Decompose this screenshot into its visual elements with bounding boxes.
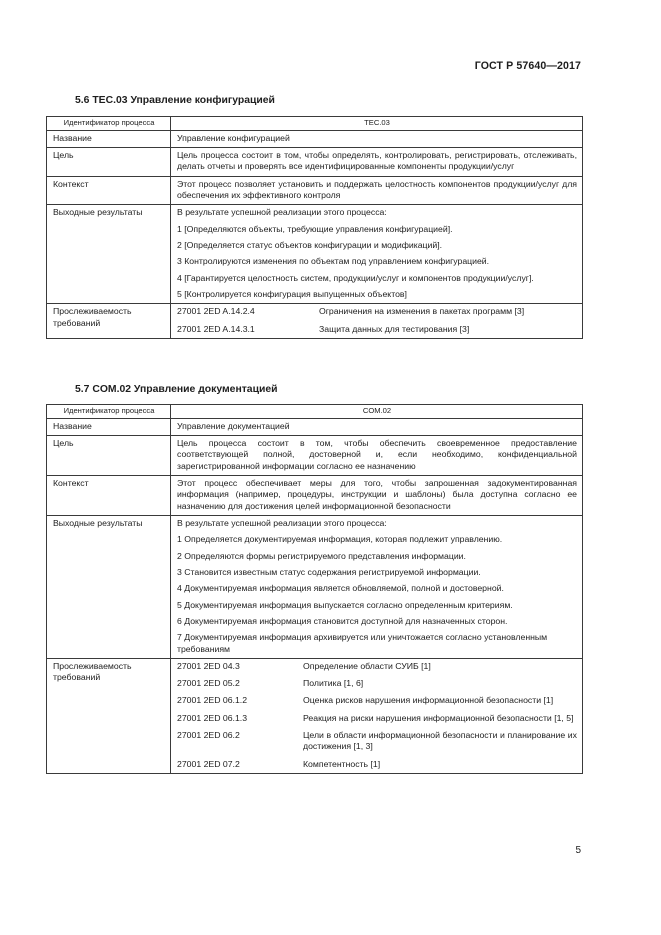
trace-row <box>47 658 583 773</box>
trace-item <box>177 661 577 672</box>
output-item: 7 Документируемая информация архивируется или уничтожается согласно установленным требованиям <box>177 632 548 654</box>
trace-list <box>171 658 583 773</box>
trace-list <box>171 304 583 339</box>
goal-label: Цель <box>47 436 171 476</box>
trace-item <box>177 306 577 317</box>
goal-label: Цель <box>47 148 171 177</box>
goal-row <box>47 436 583 476</box>
trace-label: Прослеживаемость требований <box>47 658 171 773</box>
output-item: 6 Документируемая информация становится доступной для назначенных сторон. <box>177 615 508 626</box>
output-item: 5 [Контролируется конфигурация выпущенных объектов] <box>177 288 407 299</box>
name-row <box>47 418 583 435</box>
trace-item <box>177 678 577 689</box>
trace-text: Определение области СУИБ [1] <box>303 660 431 671</box>
outputs-row <box>47 205 583 304</box>
standard-designation: ГОСТ Р 57640—2017 <box>474 60 581 72</box>
output-item: 4 Документируемая информация является обновляемой, полной и достоверной. <box>177 583 504 594</box>
trace-text: Реакция на риски нарушения информационной безопасности [1, 5] <box>303 712 574 723</box>
output-item: 3 Становится известным статус содержания регистрируемой информации. <box>177 566 481 577</box>
page-number: 5 <box>575 845 581 856</box>
context-label: Контекст <box>47 476 171 516</box>
trace-ref: 27001 2ED 07.2 <box>177 758 240 769</box>
output-item: 1 [Определяются объекты, требующие управления конфигурацией]. <box>177 223 453 234</box>
id-label: Идентификатор процесса <box>47 117 171 131</box>
context-value: Этот процесс обеспечивает меры для того, чтобы запрошенная задокументированная информация (например, процедуры, инструкции и шаблоны) была доступна согласно ее назначению для достижения целей информационной безопасности <box>171 476 583 516</box>
outputs-label: Выходные результаты <box>47 516 171 659</box>
trace-ref: 27001 2ED A.14.3.1 <box>177 323 255 334</box>
output-item: 1 Определяется документируемая информация, которая подлежит управлению. <box>177 534 503 545</box>
trace-ref: 27001 2ED 06.1.3 <box>177 712 248 723</box>
outputs-intro: В результате успешной реализации этого процесса: <box>177 207 387 218</box>
name-value: Управление конфигурацией <box>171 130 583 147</box>
outputs-row <box>47 516 583 659</box>
trace-item <box>177 713 577 724</box>
id-row <box>47 405 583 419</box>
trace-ref: 27001 2ED A.14.2.4 <box>177 306 255 317</box>
outputs-list <box>171 205 583 304</box>
outputs-intro: В результате успешной реализации этого процесса: <box>177 518 387 529</box>
trace-text: Цели в области информационной безопасности и планирование их достижения [1, 3] <box>303 730 577 752</box>
context-row <box>47 176 583 205</box>
output-item: 4 [Гарантируется целостность систем, продукции/услуг и компонентов продукции/услуг]. <box>177 272 534 283</box>
goal-row <box>47 148 583 177</box>
goal-value: Цель процесса состоит в том, чтобы определять, контролировать, регистрировать, отслеживать, делать отчеты и проверять все идентифицированные компоненты продукции/услуг <box>171 148 583 177</box>
name-row <box>47 130 583 147</box>
output-item: 2 Определяются формы регистрируемого представления информации. <box>177 550 466 561</box>
trace-item <box>177 324 577 335</box>
trace-text: Защита данных для тестирования [3] <box>319 323 470 334</box>
id-value: TEC.03 <box>171 117 583 131</box>
trace-label: Прослеживаемость требований <box>47 304 171 339</box>
trace-ref: 27001 2ED 05.2 <box>177 678 240 689</box>
trace-ref: 27001 2ED 04.3 <box>177 660 240 671</box>
outputs-label: Выходные результаты <box>47 205 171 304</box>
trace-ref: 27001 2ED 06.1.2 <box>177 695 248 706</box>
output-item: 3 Контролируются изменения по объектам под управлением конфигурацией. <box>177 256 490 267</box>
section-heading-com02: 5.7 COM.02 Управление документацией <box>75 384 278 395</box>
id-row <box>47 117 583 131</box>
id-label: Идентификатор процесса <box>47 405 171 419</box>
context-row <box>47 476 583 516</box>
name-label: Название <box>47 130 171 147</box>
process-table-tec03 <box>46 116 583 339</box>
trace-item <box>177 759 577 770</box>
trace-item <box>177 730 577 753</box>
trace-text: Оценка рисков нарушения информационной безопасности [1] <box>303 695 554 706</box>
output-item: 5 Документируемая информация выпускается согласно определенным критериям. <box>177 599 513 610</box>
id-value: COM.02 <box>171 405 583 419</box>
context-label: Контекст <box>47 176 171 205</box>
trace-text: Компетентность [1] <box>303 758 381 769</box>
output-item: 2 [Определяется статус объектов конфигурации и модификаций]. <box>177 240 443 251</box>
name-value: Управление документацией <box>171 418 583 435</box>
trace-ref: 27001 2ED 06.2 <box>177 730 240 741</box>
context-value: Этот процесс позволяет установить и поддержать целостность компонентов продукции/услуг для обеспечения их эффективного контроля <box>171 176 583 205</box>
section-heading-tec03: 5.6 TEC.03 Управление конфигурацией <box>75 95 275 106</box>
process-table-com02 <box>46 404 583 774</box>
outputs-list <box>171 516 583 659</box>
trace-item <box>177 695 577 706</box>
goal-value: Цель процесса состоит в том, чтобы обеспечить своевременное предоставление соответствующей полной, достоверной и, если необходимо, конфиденциальной зарегистрированной информации согласно ее назначению <box>171 436 583 476</box>
name-label: Название <box>47 418 171 435</box>
trace-text: Ограничения на изменения в пакетах программ [3] <box>319 306 525 317</box>
trace-text: Политика [1, 6] <box>303 678 364 689</box>
trace-row <box>47 304 583 339</box>
